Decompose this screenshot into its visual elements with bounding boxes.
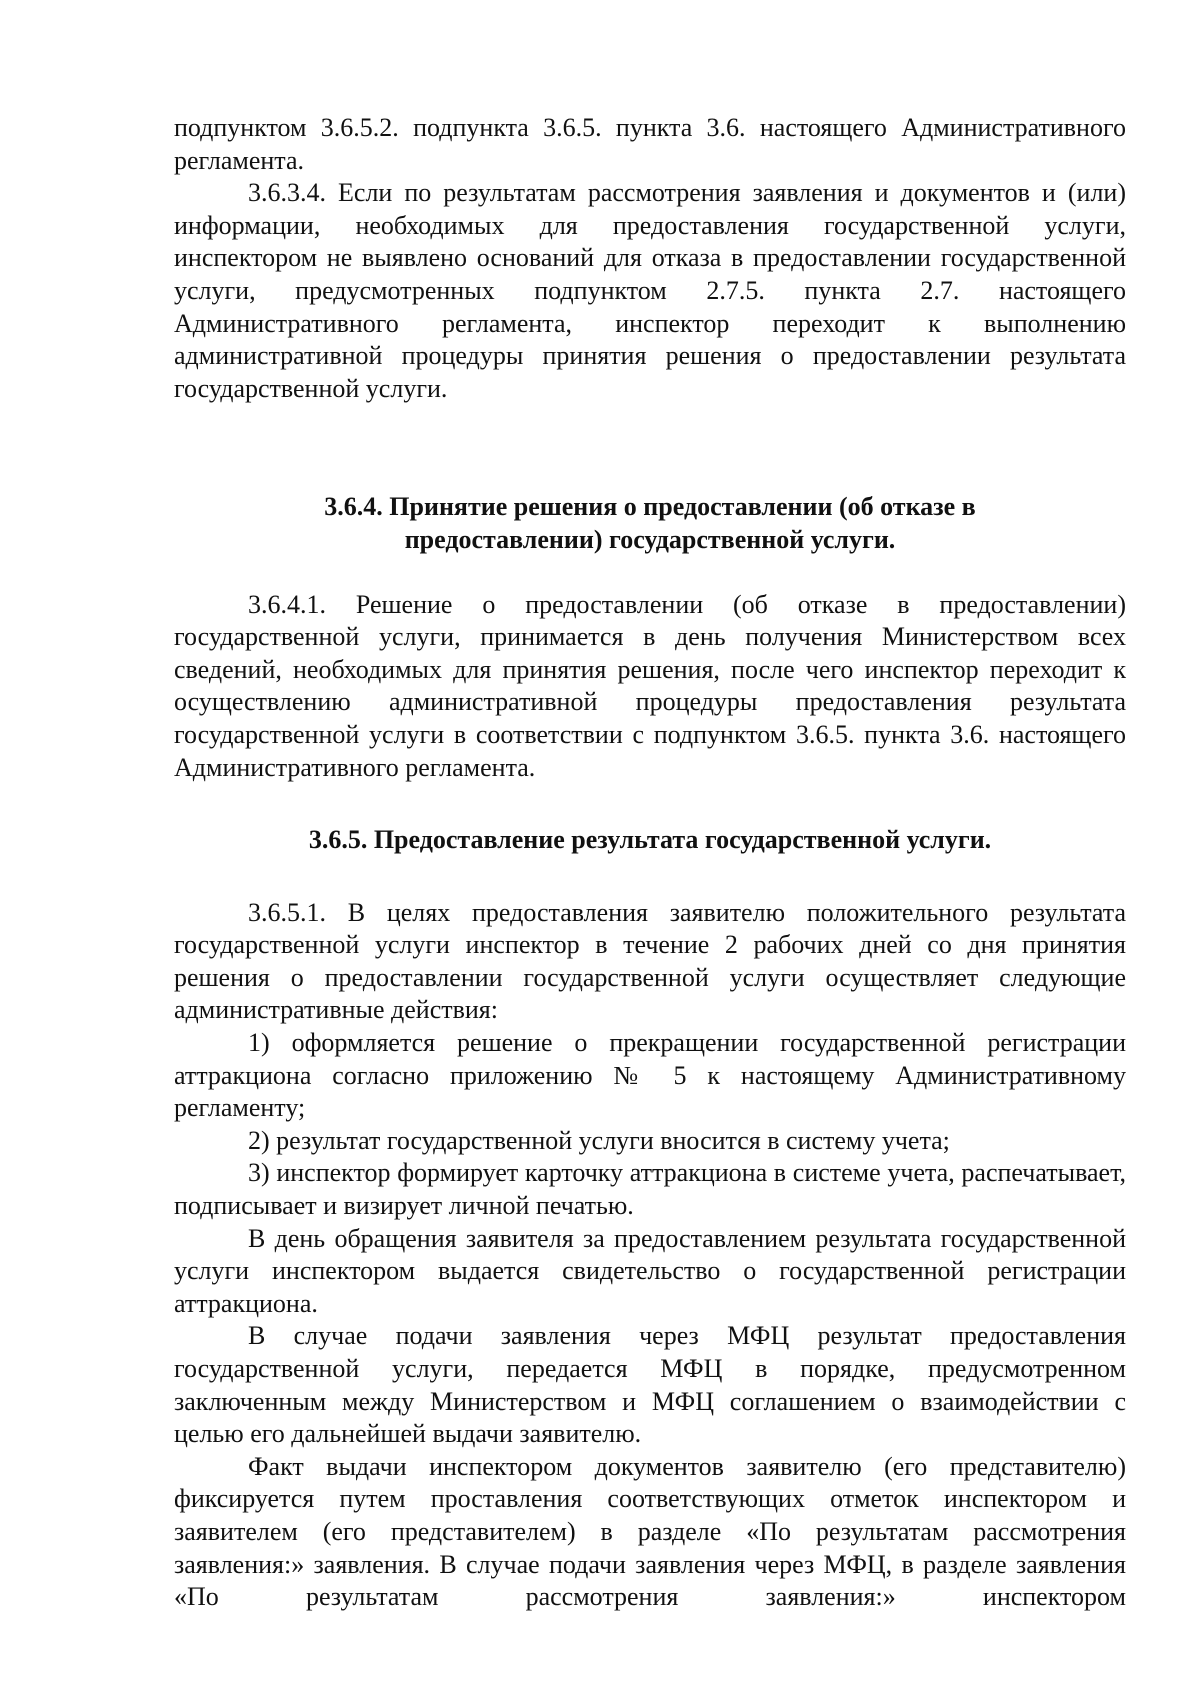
- paragraph-fact-of-issue: Факт выдачи инспектором документов заявителю (его представителю) фиксируется путем проставления соответствующих отметок инспектором и заявителем (его представителем) в разделе «По результатам рассмотрения заявления:» заявления. В случае подачи заявления через МФЦ, в разделе заявления «По результатам рассмотрения заявления:» инспектором: [174, 1451, 1126, 1612]
- heading-364-line1: 3.6.4. Принятие решения о предоставлении (об отказе в: [324, 492, 976, 522]
- list-item-3: 3) инспектор формирует карточку аттракциона в системе учета, распечатывает, подписывает и визирует личной печатью.: [174, 1158, 1126, 1221]
- paragraph-3641: 3.6.4.1. Решение о предоставлении (об отказе в предоставлении) государственной услуги, принимается в день получения Министерством всех сведений, необходимых для принятия решения, после чего инспектор переходит к осуществлению административной процедуры предоставления результата государственной услуги в соответствии с подпунктом 3.6.5. пункта 3.6. настоящего Административного регламента.: [174, 589, 1126, 782]
- list-item-2: 2) результат государственной услуги вносится в систему учета;: [248, 1125, 950, 1155]
- paragraph-3651: 3.6.5.1. В целях предоставления заявителю положительного результата государственной услуги инспектор в течение 2 рабочих дней со дня принятия решения о предоставлении государственной услуги осуществляет следующие административные действия:: [174, 897, 1126, 1025]
- heading-365: 3.6.5. Предоставление результата государственной услуги.: [308, 825, 992, 855]
- paragraph-3634: 3.6.3.4. Если по результатам рассмотрения заявления и документов и (или) информации, необходимых для предоставления государственной услуги, инспектором не выявлено оснований для отказа в предоставлении государственной услуги, предусмотренных подпунктом 2.7.5. пункта 2.7. настоящего Административного регламента, инспектор переходит к выполнению административной процедуры принятия решения о предоставлении результата государственной услуги.: [174, 178, 1126, 403]
- heading-364-line2: предоставлении) государственной услуги.: [404, 524, 896, 554]
- paragraph-continuation: подпунктом 3.6.5.2. подпункта 3.6.5. пункта 3.6. настоящего Административного регламента.: [174, 113, 1126, 175]
- paragraph-mfc: В случае подачи заявления через МФЦ результат предоставления государственной услуги, передается МФЦ в порядке, предусмотренном заключенным между Министерством и МФЦ соглашением о взаимодействии с целью его дальнейшей выдачи заявителю.: [174, 1321, 1126, 1449]
- paragraph-issue-day: В день обращения заявителя за предоставлением результата государственной услуги инспектором выдается свидетельство о государственной регистрации аттракциона.: [174, 1223, 1126, 1318]
- list-item-1: 1) оформляется решение о прекращении государственной регистрации аттракциона согласно приложению № 5 к настоящему Административному регламенту;: [174, 1028, 1126, 1123]
- document-page: [174, 112, 1126, 1614]
